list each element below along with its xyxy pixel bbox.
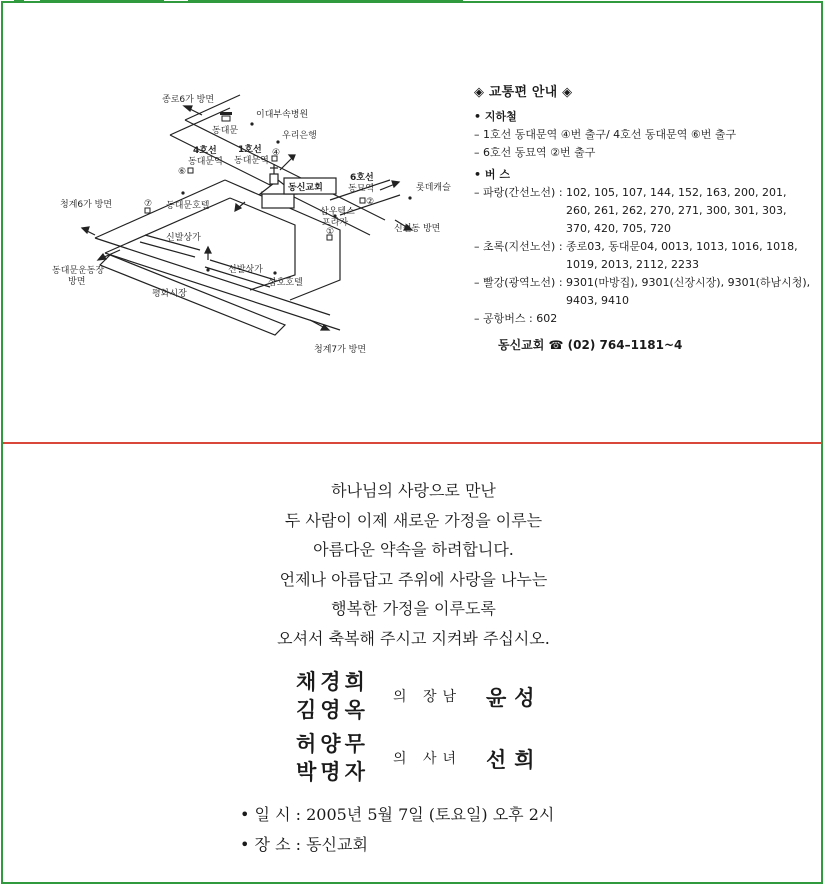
label-lotte: 롯데캐슬 [416,183,451,193]
transport-info [474,84,814,354]
label-pyeonghwa: 평화시장 [152,289,187,299]
bride-parents [296,730,369,786]
top-mark-middle [40,0,164,3]
label-sinseoldong: 신설동 방면 [394,224,441,234]
subway-line-1: – 1호선 동대문역 ④번 출구/ 4호선 동대문역 ⑥번 출구 [474,128,737,141]
bus-row-routes: 102, 105, 107, 144, 152, 163, 200, 201, 260, 261, 262, 270, 271, 300, 301, 303, 370, 420, 705, 720 [566,186,787,235]
label-sinbal-2: 신발상가 [228,265,263,275]
invitation-message [0,476,827,653]
top-mark-left [14,0,24,3]
label-exit7: ⑦ [144,199,153,209]
map-arrows [82,106,412,330]
bus-title: • 버 스 [474,168,510,181]
message-line-3: 아름다운 약속을 하려합니다. [313,540,514,559]
bus-row-routes: 9301(마방집), 9301(신장시장), 9301(하남시청), 9403, 9410 [566,276,811,307]
label-sinbal-1: 신발상가 [166,233,201,243]
message-line-1: 하나님의 사랑으로 만난 [331,481,496,500]
label-hospital: 이대부속병원 [256,110,309,120]
bus-row-green [474,238,814,274]
subway-title: • 지하철 [474,110,517,123]
label-exit1: ① [326,227,335,237]
label-line4: 4호선 [193,146,217,156]
bus-row-red [474,274,814,310]
event-datetime: • 일 시 : 2005년 5월 7일 (토요일) 오후 2시 [240,805,555,824]
label-line1: 1호선 [238,145,262,155]
location-map [40,80,460,370]
message-line-4: 언제나 아름답고 주위에 사랑을 나누는 [279,569,548,589]
dongdaemun-gate-icon [220,112,232,121]
airport-bus: – 공항버스 : 602 [474,312,558,325]
label-woori-bank: 우리은행 [282,131,317,141]
message-line-2: 두 사람이 이제 새로운 가정을 이루는 [284,510,543,530]
label-samwoo-2: 프라자 [322,218,349,228]
bride-mother: 박명자 [296,759,369,784]
section-divider [3,442,822,444]
label-dongdaemun-hotel: 동대문호텔 [166,201,210,211]
groom-father: 채경희 [296,669,369,694]
label-exit6-dongdaemun: ⑥ [178,167,187,177]
bus-row-label: – 파랑(간선노선) : [474,186,567,199]
groom-relation: 의 장남 [393,689,463,705]
message-line-6: 오셔서 축복해 주시고 지켜봐 주십시오. [277,628,550,648]
transport-heading: ◈ 교통편 안내 ◈ [474,85,573,100]
label-stadium-1: 동대문운동장 [52,266,105,276]
label-line6-station: 동묘역 [348,184,375,194]
message-line-5: 행복한 가정을 이루도록 [331,599,496,618]
event-details [240,800,554,860]
bride-father: 허양무 [296,731,369,756]
bus-row-blue [474,184,814,238]
label-exit2: ② [366,197,375,207]
label-jongno6ga: 종로6가 방면 [162,95,215,105]
top-mark-right [188,0,463,3]
label-stadium-2: 방면 [68,277,86,287]
label-samwoo-1: 삼우텍스 [320,207,355,217]
label-line4-station: 동대문역 [188,157,223,167]
church-contact: 동신교회 ☎ (02) 764–1181~4 [498,338,683,352]
groom-family [0,668,827,724]
label-line6: 6호선 [350,173,374,183]
bus-row-label: – 초록(지선노선) : [474,240,567,253]
church-label: 동신교회 [288,183,323,193]
label-cheonggye7ga: 청계7가 방면 [314,345,367,355]
bride-name: 선희 [486,747,543,772]
label-samho-hotel: 삼호호텔 [268,278,303,288]
label-dongdaemun: 동대문 [212,126,239,136]
event-place: • 장 소 : 동신교회 [240,835,368,854]
bride-relation: 의 사녀 [393,751,463,767]
bus-row-label: – 빨강(광역노선) : [474,276,567,289]
groom-mother: 김영옥 [296,697,369,722]
label-cheonggye6ga: 청계6가 방면 [60,200,113,210]
label-line1-station: 동대문역 [234,156,269,166]
bus-row-routes: 종로03, 동대문04, 0013, 1013, 1016, 1018, 1019, 2013, 2112, 2233 [566,240,798,271]
groom-name: 윤성 [486,685,543,710]
groom-parents [296,668,369,724]
label-exit4: ④ [272,148,281,158]
bride-family [0,730,827,786]
subway-line-2: – 6호선 동묘역 ②번 출구 [474,146,596,159]
